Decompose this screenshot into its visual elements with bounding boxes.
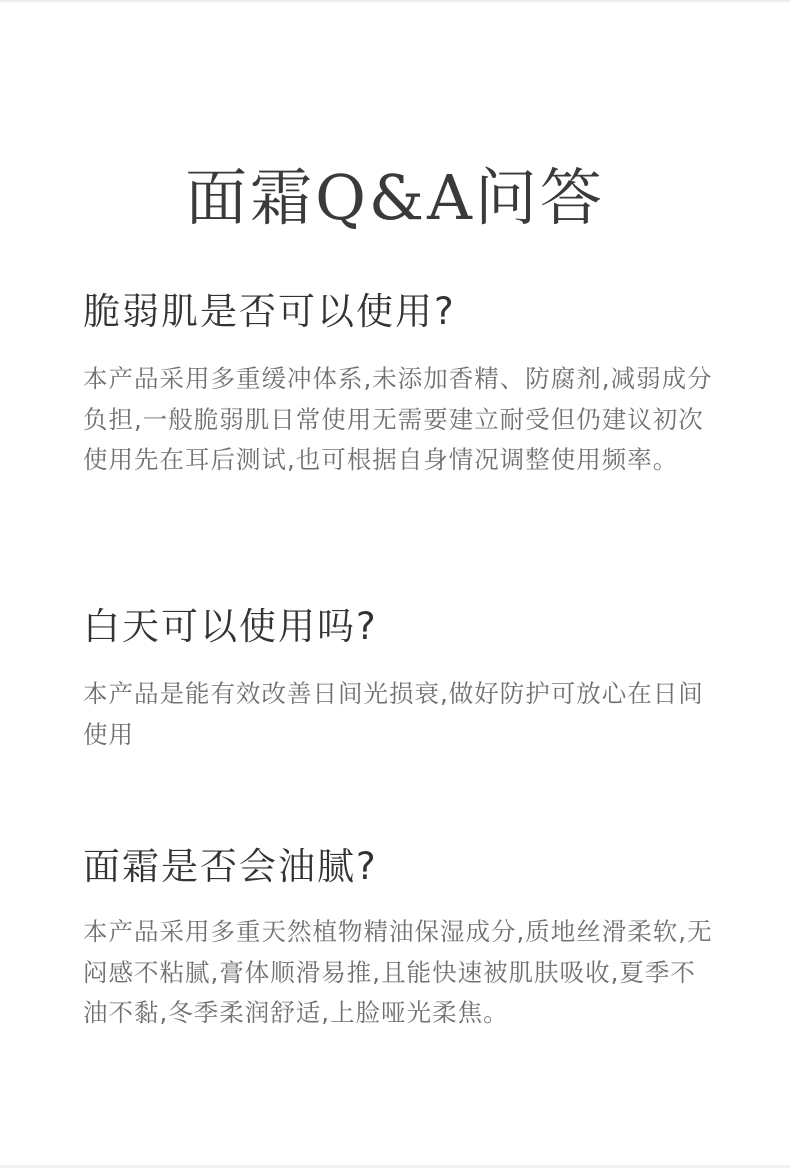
faq-answer: 本产品是能有效改善日间光损衰,做好防护可放心在日间使用 xyxy=(83,679,704,749)
faq-answer: 本产品采用多重天然植物精油保湿成分,质地丝滑柔软,无闷感不粘腻,膏体顺滑易推,且能快速被肌肤吸收,夏季不油不黏,冬季柔润舒适,上脸哑光柔焦。 xyxy=(83,917,713,1027)
faq-question: 白天可以使用吗? xyxy=(83,605,378,648)
page-title: 面霜Q&A问答 xyxy=(185,160,605,234)
top-divider xyxy=(0,0,790,2)
faq-item xyxy=(83,842,713,1034)
faq-question: 脆弱肌是否可以使用? xyxy=(83,290,456,333)
faq-item xyxy=(83,287,713,481)
faq-answer: 本产品采用多重缓冲体系,未添加香精、防腐剂,减弱成分负担,一般脆弱肌日常使用无需要建立耐受但仍建议初次使用先在耳后测试,也可根据自身情况调整使用频率。 xyxy=(83,364,713,474)
faq-question: 面霜是否会油腻? xyxy=(83,845,378,888)
faq-item xyxy=(83,602,713,755)
